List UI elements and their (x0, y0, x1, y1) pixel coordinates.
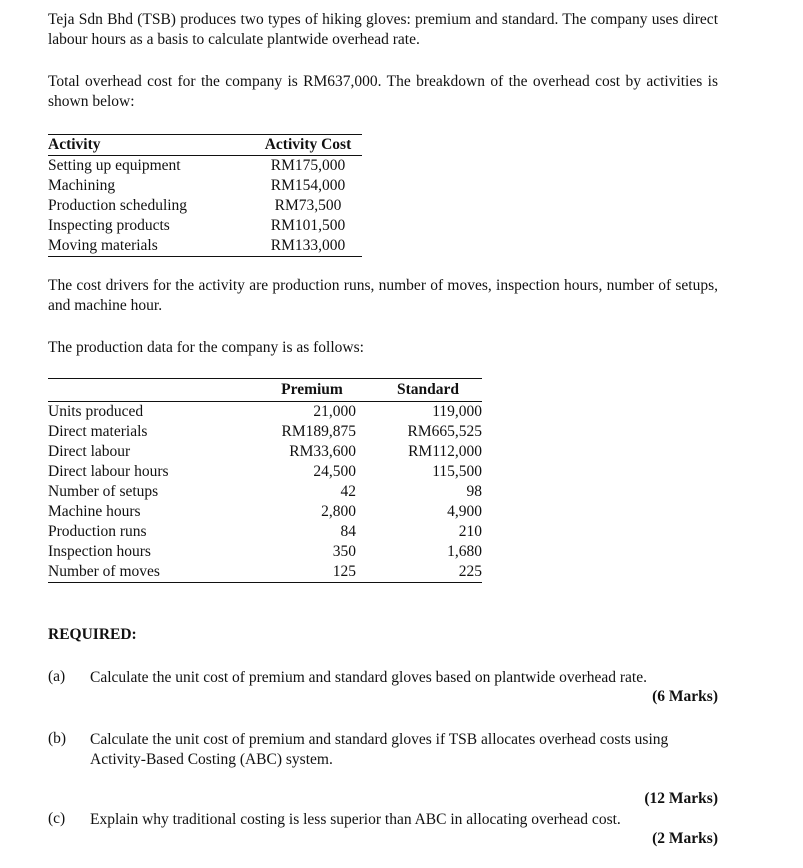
table-row (48, 522, 482, 542)
premium-value: 2,800 (321, 503, 356, 520)
premium-value: 21,000 (313, 403, 356, 420)
premium-value: RM189,875 (281, 423, 356, 440)
table-row (48, 442, 482, 462)
intro-paragraph-4: The production data for the company is as follows: (48, 339, 364, 356)
activity-cost-table (48, 134, 362, 257)
premium-value: RM33,600 (289, 443, 356, 460)
row-label: Direct labour (48, 443, 131, 460)
required-heading: REQUIRED: (48, 626, 137, 643)
standard-value: 115,500 (432, 463, 482, 480)
standard-value: 225 (374, 562, 482, 583)
table-row (48, 422, 482, 442)
premium-value: 24,500 (313, 463, 356, 480)
table-row (48, 462, 482, 482)
premium-value: 84 (340, 523, 356, 540)
intro-paragraph-1: Teja Sdn Bhd (TSB) produces two types of hiking gloves: premium and standard. The company uses direct labour hours as a basis to calculate plantwide overhead rate. (48, 11, 718, 48)
question-marks: (6 Marks) (652, 688, 718, 705)
standard-header: Standard (374, 379, 482, 402)
row-label: Direct labour hours (48, 463, 169, 480)
row-label: Units produced (48, 403, 144, 420)
row-label: Machine hours (48, 503, 141, 520)
question-marks: (2 Marks) (652, 830, 718, 847)
standard-value: RM112,000 (408, 443, 482, 460)
intro-paragraph-2: Total overhead cost for the company is RM637,000. The breakdown of the overhead cost by activities is shown below: (48, 73, 718, 110)
question-label: (a) (48, 668, 66, 685)
standard-value: 4,900 (447, 503, 482, 520)
table-row (48, 156, 362, 177)
blank-header (48, 379, 268, 402)
activity-name: Inspecting products (48, 217, 170, 234)
table-row (48, 196, 362, 216)
table-row (48, 216, 362, 236)
question-text: Calculate the unit cost of premium and standard gloves if TSB allocates overhead costs using Activity-Based Costing (ABC) system. (90, 731, 669, 768)
standard-value: RM665,525 (407, 423, 482, 440)
question-label: (b) (48, 730, 67, 747)
table-row (48, 482, 482, 502)
table-row (48, 562, 482, 583)
activity-cost: RM175,000 (270, 157, 346, 174)
standard-value: 119,000 (432, 403, 482, 420)
question-text: Explain why traditional costing is less superior than ABC in allocating overhead cost. (90, 811, 621, 828)
table-row (48, 176, 362, 196)
standard-value: 1,680 (447, 543, 482, 560)
activity-name: Setting up equipment (48, 157, 181, 174)
question-label: (c) (48, 810, 66, 827)
row-label: Number of setups (48, 483, 159, 500)
intro-paragraph-3: The cost drivers for the activity are production runs, number of moves, inspection hours, number of setups, and machine hour. (48, 277, 718, 314)
standard-value: 210 (458, 523, 482, 540)
row-label: Inspection hours (48, 543, 151, 560)
question-text: Calculate the unit cost of premium and standard gloves based on plantwide overhead rate. (90, 669, 647, 686)
activity-name: Moving materials (48, 236, 254, 257)
standard-value: 98 (466, 483, 482, 500)
activity-cost-header: Activity Cost (254, 135, 362, 156)
activity-header: Activity (48, 135, 254, 156)
table-row (48, 402, 482, 423)
activity-name: Machining (48, 177, 116, 194)
activity-cost: RM101,500 (270, 217, 346, 234)
premium-value: 350 (332, 543, 356, 560)
table-row (48, 502, 482, 522)
row-label: Direct materials (48, 423, 148, 440)
premium-value: 42 (340, 483, 356, 500)
row-label: Production runs (48, 523, 147, 540)
activity-cost: RM154,000 (270, 177, 346, 194)
activity-cost: RM73,500 (274, 197, 342, 214)
row-label: Number of moves (48, 562, 268, 583)
premium-header: Premium (268, 379, 356, 402)
premium-value: 125 (268, 562, 356, 583)
production-data-table (48, 378, 482, 583)
table-row (48, 236, 362, 257)
activity-cost: RM133,000 (254, 236, 362, 257)
activity-name: Production scheduling (48, 197, 188, 214)
question-marks: (12 Marks) (644, 790, 718, 807)
table-row (48, 542, 482, 562)
